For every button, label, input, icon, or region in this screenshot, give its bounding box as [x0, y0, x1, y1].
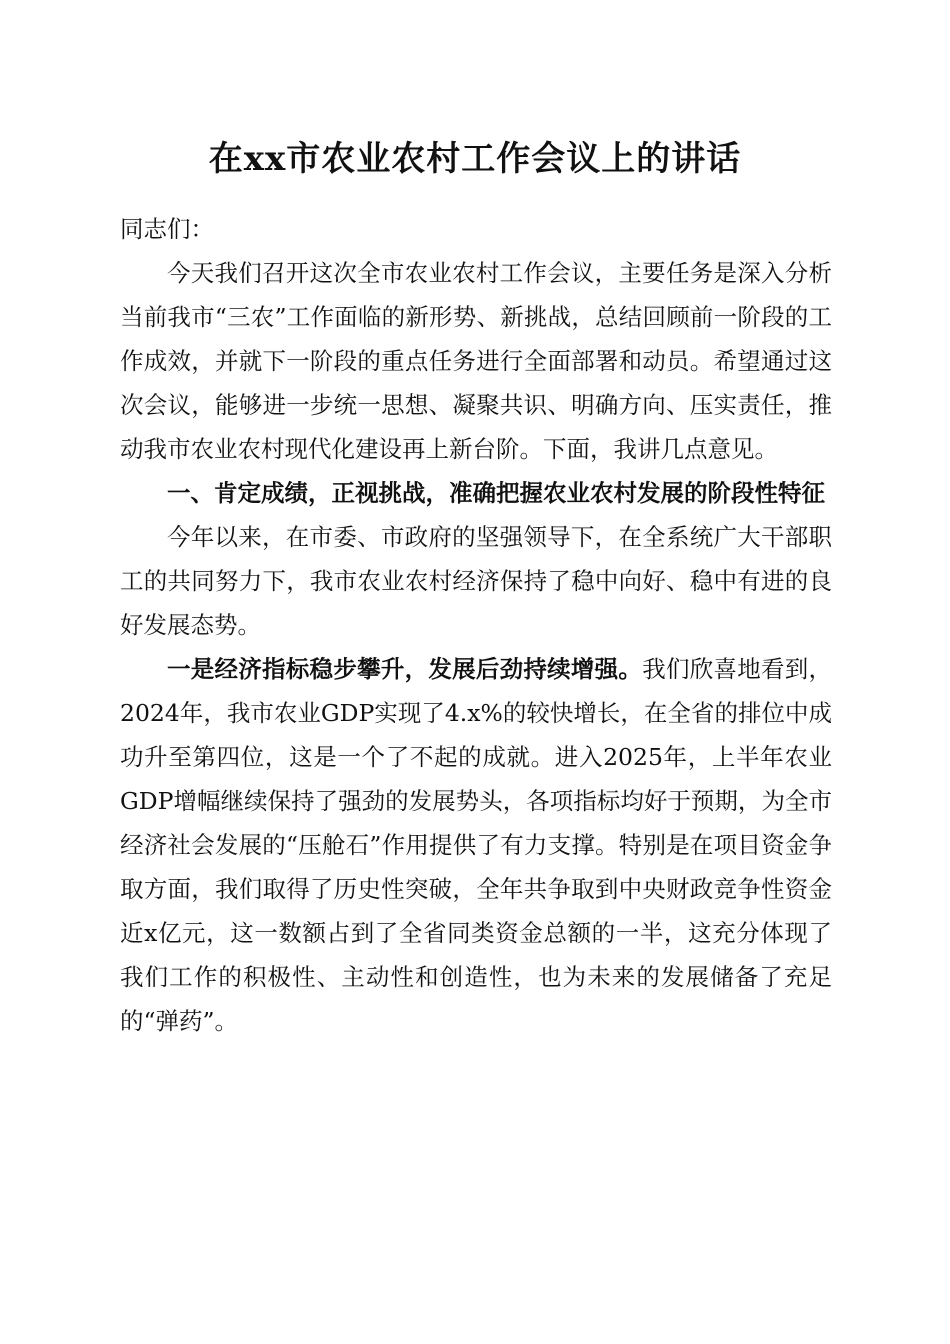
salutation: 同志们： — [120, 215, 214, 243]
intro-paragraph: 今天我们召开这次全市农业农村工作会议，主要任务是深入分析当前我市“三农”工作面临的新形势、新挑战，总结回顾前一阶段的工作成效，并就下一阶段的重点任务进行全面部署和动员。希望通过这次会议，能够进一步统一思想、凝聚共识、明确方向、压实责任，推动我市农业农村现代化建设再上新台阶。下面，我讲几点意见。 — [120, 259, 832, 463]
section-heading: 一、肯定成绩，正视挑战，准确把握农业农村发展的阶段性特征 — [167, 479, 825, 507]
document-title: 在xx市农业农村工作会议上的讲话 — [208, 139, 742, 179]
point-paragraph — [120, 647, 832, 1043]
section-paragraph: 今年以来，在市委、市政府的坚强领导下，在全系统广大干部职工的共同努力下，我市农业农村经济保持了稳中向好、稳中有进的良好发展态势。 — [120, 523, 832, 639]
point-lead: 一是经济指标稳步攀升，发展后劲持续增强。 — [167, 655, 643, 683]
document-body — [120, 207, 832, 1043]
point-body: 我们欣喜地看到，2024年，我市农业GDP实现了4.x%的较快增长，在全省的排位中成功升至第四位，这是一个了不起的成就。进入2025年，上半年农业GDP增幅继续保持了强劲的发展势头，各项指标均好于预期，为全市经济社会发展的“压舱石”作用提供了有力支撑。特别是在项目资金争取方面，我们取得了历史性突破，全年共争取到中央财政竞争性资金近x亿元，这一数额占到了全省同类资金总额的一半，这充分体现了我们工作的积极性、主动性和创造性，也为未来的发展储备了充足的“弹药”。 — [120, 655, 833, 1035]
